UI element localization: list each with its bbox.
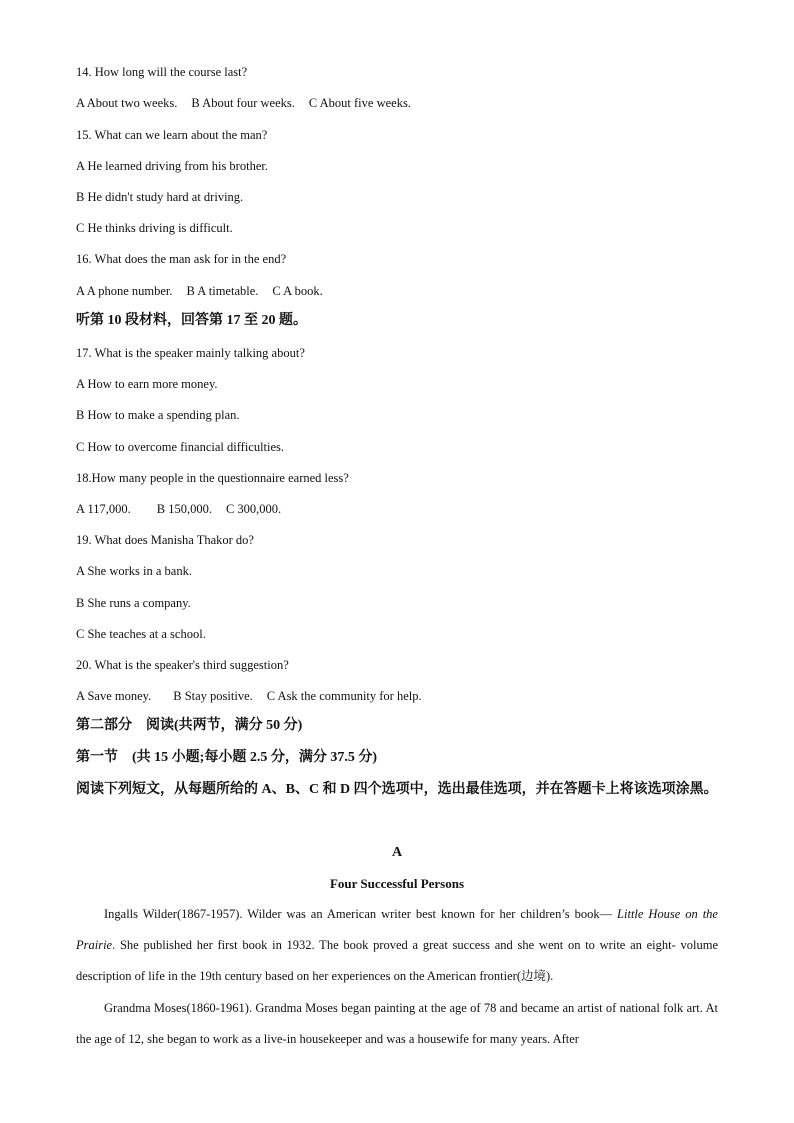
passage-title: Four Successful Persons [329, 876, 465, 891]
passage-letter: A [391, 845, 403, 860]
option-b: B 150,000. [156, 502, 212, 516]
option-a: A Save money. [76, 689, 152, 703]
option-b: B Stay positive. [173, 689, 253, 703]
part2-title: 第二部分 阅读(共两节，满分 50 分) [76, 718, 303, 733]
question-18: 18.How many people in the questionnaire earned less? [76, 471, 349, 485]
option-c: C He thinks driving is difficult. [76, 221, 233, 235]
question-18-options [76, 501, 718, 517]
option-c: C A book. [272, 284, 323, 298]
option-a: A A phone number. [76, 284, 173, 298]
listening-section-heading: 听第 10 段材料，回答第 17 至 20 题。 [76, 313, 307, 328]
question-16: 16. What does the man ask for in the end? [76, 252, 287, 266]
passage-paragraph-2: Grandma Moses(1860-1961). Grandma Moses began painting at the age of 78 and became an artist of national folk art. At the age of 12, she began to work as a live-in housekeeper and was a housewife for many years. After [76, 1001, 718, 1046]
question-20-options [76, 688, 718, 704]
question-14-options [76, 95, 718, 111]
question-15: 15. What can we learn about the man? [76, 128, 268, 142]
option-c: C 300,000. [225, 502, 282, 516]
paragraph-text: . She published her first book in 1932. The book proved a great success and she went on to write an eight- volume description of life in the 19th century based on her experiences on the American frontier(边境). [76, 938, 718, 983]
question-19: 19. What does Manisha Thakor do? [76, 533, 254, 547]
option-c: C About five weeks. [308, 96, 411, 110]
option-a: A 117,000. [76, 502, 131, 516]
reading-instructions: 阅读下列短文，从每题所给的 A、B、C 和 D 四个选项中，选出最佳选项，并在答题卡上将该选项涂黑。 [76, 782, 718, 797]
option-c: C She teaches at a school. [76, 627, 206, 641]
option-c: C Ask the community for help. [266, 689, 422, 703]
question-20: 20. What is the speaker's third suggestion? [76, 658, 289, 672]
option-b: B About four weeks. [191, 96, 295, 110]
question-17: 17. What is the speaker mainly talking about? [76, 346, 305, 360]
option-a: A He learned driving from his brother. [76, 159, 268, 173]
book-title: Little House on the Prairie [76, 907, 718, 952]
question-16-options [76, 283, 718, 299]
passage-paragraph-1 [76, 899, 718, 992]
option-c: C How to overcome financial difficulties. [76, 440, 285, 454]
option-b: B She runs a company. [76, 596, 191, 610]
option-b: B He didn't study hard at driving. [76, 190, 244, 204]
section1-title: 第一节 (共 15 小题;每小题 2.5 分，满分 37.5 分) [76, 750, 377, 765]
option-b: B How to make a spending plan. [76, 408, 240, 422]
option-b: B A timetable. [186, 284, 259, 298]
option-a: A She works in a bank. [76, 564, 192, 578]
option-a: A About two weeks. [76, 96, 178, 110]
paragraph-text: Ingalls Wilder(1867-1957). Wilder was an American writer best known for her children’s book— [104, 907, 618, 921]
question-14: 14. How long will the course last? [76, 65, 248, 79]
option-a: A How to earn more money. [76, 377, 218, 391]
